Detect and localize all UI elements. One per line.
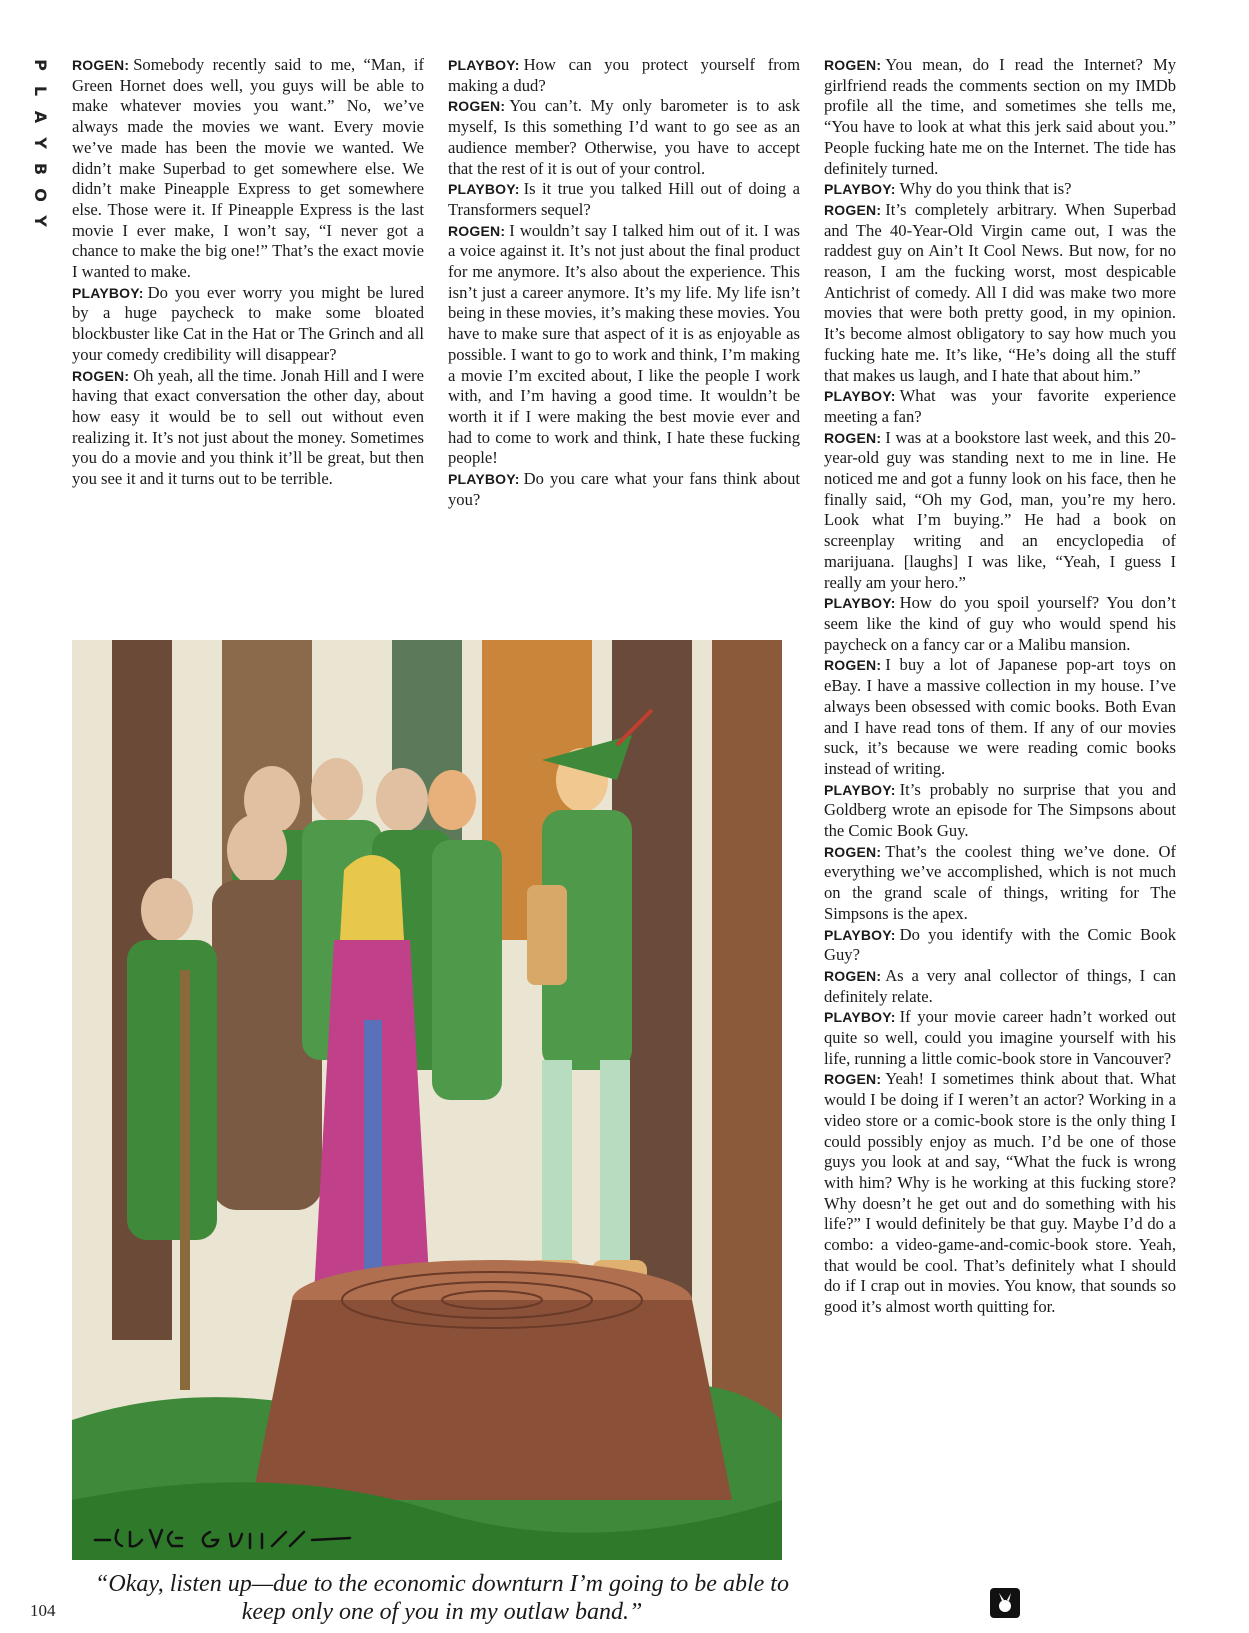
paragraph-text: As a very anal collector of things, I can definitely relate. (824, 965, 1176, 1006)
friar-head (227, 814, 287, 886)
outlaw-head (428, 770, 476, 830)
interview-paragraph (448, 179, 800, 220)
article-column-1 (72, 55, 424, 490)
paragraph-text: It’s probably no surprise that you and Goldberg wrote an episode for The Simpsons about the Comic Book Guy. (824, 779, 1176, 841)
interview-paragraph (824, 780, 1176, 842)
paragraph-text: I wouldn’t say I talked him out of it. I was a voice against it. It’s not just about the final product for me anymore. It’s also about the experience. This isn’t just a career anymore. It’s my life. My life isn’t being in these movies, it’s making these movies. You have to make sure that aspect of it is as enjoyable as possible. I want to go to work and think, I’m making a movie I’m excited about, I like the people I work with, and I’m having a good time. It wouldn’t be worth it if I were making the best movie ever and had to come to work and think, I hate these fucking people! (448, 220, 800, 468)
speaker-label: ROGEN: (72, 57, 130, 73)
interview-paragraph (824, 593, 1176, 655)
speaker-label: PLAYBOY: (824, 926, 896, 943)
speaker-label: ROGEN: (824, 429, 882, 446)
robin-leg (600, 1060, 630, 1280)
paragraph-text: I buy a lot of Japanese pop-art toys on eBay. I have a massive collection in my house. I’ve always been obsessed with comic books. Both Evan and I have read tons of them. If any of our movies suck, it’s because we were reading comic books instead of writing. (824, 655, 1176, 778)
paragraph-text: You mean, do I read the Internet? My girlfriend reads the comments section on my IMDb profile all the time, and sometimes she tells me, “You have to look at what this jerk said about you.” People fucking hate me on the Internet. The tide has definitely turned. (824, 55, 1176, 178)
speaker-label: PLAYBOY: (72, 284, 144, 301)
article-column-2 (448, 55, 800, 510)
speaker-label: ROGEN: (824, 843, 882, 860)
paragraph-text: Is it true you talked Hill out of doing a Transformers sequel? (448, 179, 800, 219)
paragraph-text: How can you protect yourself from making a dud? (448, 55, 800, 95)
brand-letter: P (30, 59, 50, 71)
interview-paragraph (448, 96, 800, 179)
page-number: 104 (30, 1601, 56, 1620)
old-man-body (127, 940, 217, 1240)
staff (180, 970, 190, 1390)
speaker-label: PLAYBOY: (448, 181, 520, 198)
brand-letter: L (30, 85, 50, 97)
cartoon-caption: “Okay, listen up—due to the economic downturn I’m going to be able to keep only one of you in my outlaw band.” (95, 1571, 789, 1625)
speaker-label: PLAYBOY: (824, 781, 896, 798)
speaker-label: ROGEN: (448, 222, 506, 239)
speaker-label: ROGEN: (72, 367, 130, 384)
speaker-label: PLAYBOY: (448, 471, 520, 488)
robin-hood-cartoon (72, 640, 782, 1560)
interview-paragraph (824, 428, 1176, 594)
speaker-label: ROGEN: (824, 201, 882, 218)
speaker-label: PLAYBOY: (824, 181, 896, 198)
stump-side (252, 1300, 732, 1500)
paragraph-text: I was at a bookstore last week, and this 20-year-old guy was standing next to me in line. He noticed me and got a funny look on his face, then he finally said, “Oh my God, man, you’re my hero. Look what I’m buying.” He had a book on screenplay writing and an encyclopedia of marijuana. [laughs] I was like, “Yeah, I guess I really am your hero.” (824, 427, 1176, 592)
quiver (527, 885, 567, 985)
paragraph-text: Yeah! I sometimes think about that. What would I be doing if I weren’t an actor? Working in a video store or a comic-book store is the only thing I could possibly enjoy as much. I’d be one of those guys you look at and say, “What the fuck is wrong with him? Why is he working at this fucking store? Why doesn’t he get out and do something with his life?” I would definitely be that guy. Maybe I’d do a combo: a video-game-and-comic-book store. Yeah, that would be cool. That’s definitely what I should do if I crap out in movies. You know, that sounds so good it’s almost worth quitting for. (824, 1069, 1176, 1317)
old-man-head (141, 878, 193, 942)
brand-letter: O (30, 188, 50, 202)
speaker-label: ROGEN: (824, 1071, 882, 1088)
paragraph-text: Why do you think that is? (899, 179, 1072, 199)
speaker-label: ROGEN: (824, 657, 882, 674)
speaker-label: PLAYBOY: (824, 388, 896, 405)
paragraph-text: Do you care what your fans think about you? (448, 469, 800, 509)
paragraph-text: If your movie career hadn’t worked out quite so well, could you imagine yourself with his life, running a little comic-book store in Vancouver? (824, 1007, 1176, 1068)
brand-letter: A (30, 110, 50, 124)
interview-paragraph (824, 1007, 1176, 1069)
interview-paragraph (824, 179, 1176, 200)
speaker-label: ROGEN: (824, 967, 882, 984)
interview-paragraph (824, 966, 1176, 1007)
outlaw-head (376, 768, 428, 832)
maid-hair (340, 855, 404, 940)
rabbit-end-icon (990, 1588, 1020, 1618)
interview-paragraph (72, 366, 424, 490)
interview-paragraph (824, 200, 1176, 386)
brand-letter: Y (31, 137, 50, 149)
paragraph-text: Somebody recently said to me, “Man, if Green Hornet does well, you guys will be able to make whatever movies you want.” No, we’ve always made the movies we want. Every movie we’ve made has been the movie we wanted. We didn’t make Superbad to get somewhere else. We didn’t make Pineapple Express to get somewhere else. Those were it. If Pineapple Express is the last movie I ever make, I won’t say, “I never got a chance to make the big one!” That’s the exact movie I wanted to make. (72, 55, 424, 282)
speaker-label: ROGEN: (448, 98, 506, 115)
paragraph-text: Do you ever worry you might be lured by a huge paycheck to make some bloated blockbuster like Cat in the Hat or The Grinch and all your comedy credibility will disappear? (72, 282, 424, 364)
outlaw-head (311, 758, 363, 822)
interview-paragraph (448, 55, 800, 96)
outlaw-body (432, 840, 502, 1100)
interview-paragraph (448, 469, 800, 510)
magazine-brand-vertical (28, 52, 52, 234)
speaker-label: PLAYBOY: (448, 57, 520, 73)
interview-paragraph (72, 55, 424, 283)
interview-paragraph (824, 55, 1176, 179)
paragraph-text: How do you spoil yourself? You don’t seem like the kind of guy who would spend his paycheck on a fancy car or a Malibu mansion. (824, 593, 1176, 654)
interview-paragraph (824, 842, 1176, 925)
paragraph-text: Do you identify with the Comic Book Guy? (824, 924, 1176, 965)
speaker-label: ROGEN: (824, 57, 882, 73)
interview-paragraph (72, 283, 424, 366)
speaker-label: PLAYBOY: (824, 1009, 896, 1026)
paragraph-text: It’s completely arbitrary. When Superbad and The 40-Year-Old Virgin came out, I was the raddest guy on Ain’t It Cool News. But now, for no reason, I am the fucking worst, most despicable Antichrist of comedy. All I did was make two more movies that were both pretty good, in my opinion. It’s become almost obligatory to say how much you fucking hate me. It’s like, “He’s doing all the stuff that makes us laugh, and I hate that about him.” (824, 199, 1176, 385)
interview-paragraph (448, 221, 800, 469)
robin-leg (542, 1060, 572, 1280)
interview-paragraph (824, 1069, 1176, 1317)
interview-paragraph (824, 386, 1176, 427)
speaker-label: PLAYBOY: (824, 595, 896, 612)
paragraph-text: That’s the coolest thing we’ve done. Of everything we’ve accomplished, which is not much on the grand scale of things, writing for The Simpsons is the apex. (824, 841, 1176, 923)
brand-letter: Y (31, 215, 50, 227)
artist-signature (90, 1522, 410, 1552)
article-column-3 (824, 55, 1176, 1318)
interview-paragraph (824, 655, 1176, 779)
paragraph-text: You can’t. My only barometer is to ask myself, Is this something I’d want to go see as an audience member? Otherwise, you have to accept that the rest of it is out of your control. (448, 96, 800, 178)
brand-letter: B (30, 162, 50, 176)
paragraph-text: Oh yeah, all the time. Jonah Hill and I were having that exact conversation the other day, about how easy it would be to sell out without even realizing it. It’s not just about the money. Sometimes you do a movie and you think it’ll be great, but then you see it and it turns out to be terrible. (72, 365, 424, 489)
paragraph-text: What was your favorite experience meeting a fan? (824, 386, 1176, 426)
interview-paragraph (824, 925, 1176, 966)
